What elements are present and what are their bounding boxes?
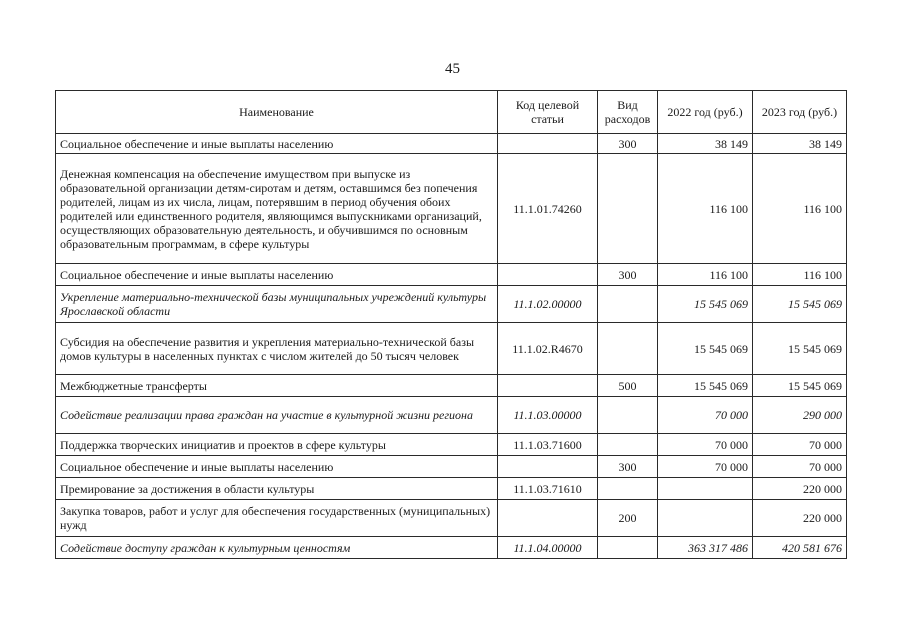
row-code: 11.1.03.71610: [498, 478, 598, 500]
row-2023: 70 000: [753, 456, 847, 478]
row-code: 11.1.03.00000: [498, 397, 598, 434]
row-type: 300: [598, 134, 658, 154]
header-code: Код целевой статьи: [498, 91, 598, 134]
table-row: [56, 264, 847, 286]
header-type: Вид расходов: [598, 91, 658, 134]
row-2023: 38 149: [753, 134, 847, 154]
table-header-row: [56, 91, 847, 134]
row-2023: 420 581 676: [753, 537, 847, 559]
row-code: [498, 134, 598, 154]
row-2022: 70 000: [658, 434, 753, 456]
table-row: [56, 478, 847, 500]
row-2022: 15 545 069: [658, 286, 753, 323]
row-code: 11.1.01.74260: [498, 154, 598, 264]
budget-table: [55, 90, 847, 559]
row-2023: 15 545 069: [753, 323, 847, 375]
table-row: [56, 286, 847, 323]
table-row: [56, 500, 847, 537]
table-row: [56, 397, 847, 434]
row-2022: 38 149: [658, 134, 753, 154]
row-code: 11.1.02.00000: [498, 286, 598, 323]
row-type: [598, 478, 658, 500]
row-name: Содействие доступу граждан к культурным ценностям: [56, 537, 498, 559]
row-name: Закупка товаров, работ и услуг для обеспечения государственных (муниципальных) нужд: [56, 500, 498, 537]
row-name: Межбюджетные трансферты: [56, 375, 498, 397]
row-code: [498, 375, 598, 397]
row-name: Денежная компенсация на обеспечение имуществом при выпуске из образовательной организации детям-сиротам и детям, оставшимся без попечения родителей, лицам из их числа, лицам, потерявшим в период обучения обоих родителей или единственного родителя, являющимся выпускниками организаций, осуществляющих образовательную деятельность, и обучившимся по основным образовательным программам, в сфере культуры: [56, 154, 498, 264]
row-type: [598, 537, 658, 559]
page-number: 45: [445, 61, 460, 77]
table-row: [56, 323, 847, 375]
row-code: [498, 264, 598, 286]
row-name: Социальное обеспечение и иные выплаты населению: [56, 456, 498, 478]
header-2022: 2022 год (руб.): [658, 91, 753, 134]
table-row: [56, 134, 847, 154]
row-name: Социальное обеспечение и иные выплаты населению: [56, 264, 498, 286]
row-2023: 15 545 069: [753, 286, 847, 323]
row-type: [598, 434, 658, 456]
row-2022: 15 545 069: [658, 323, 753, 375]
row-2022: 70 000: [658, 397, 753, 434]
header-name: Наименование: [56, 91, 498, 134]
table-row: [56, 375, 847, 397]
row-2023: 15 545 069: [753, 375, 847, 397]
row-name: Содействие реализации права граждан на участие в культурной жизни региона: [56, 397, 498, 434]
row-2022: 15 545 069: [658, 375, 753, 397]
table-row: [56, 456, 847, 478]
table-row: [56, 537, 847, 559]
row-type: [598, 286, 658, 323]
row-2022: 363 317 486: [658, 537, 753, 559]
row-2022: 70 000: [658, 456, 753, 478]
row-type: [598, 323, 658, 375]
row-2022: [658, 500, 753, 537]
row-2022: [658, 478, 753, 500]
row-2023: 220 000: [753, 478, 847, 500]
row-name: Поддержка творческих инициатив и проектов в сфере культуры: [56, 434, 498, 456]
table-row: [56, 434, 847, 456]
row-2022: 116 100: [658, 264, 753, 286]
row-name: Социальное обеспечение и иные выплаты населению: [56, 134, 498, 154]
row-name: Премирование за достижения в области культуры: [56, 478, 498, 500]
row-code: 11.1.02.R4670: [498, 323, 598, 375]
table-row: [56, 154, 847, 264]
row-2023: 116 100: [753, 264, 847, 286]
row-type: 500: [598, 375, 658, 397]
row-name: Укрепление материально-технической базы муниципальных учреждений культуры Ярославской области: [56, 286, 498, 323]
row-code: 11.1.03.71600: [498, 434, 598, 456]
row-type: 200: [598, 500, 658, 537]
row-2023: 220 000: [753, 500, 847, 537]
row-name: Субсидия на обеспечение развития и укрепления материально-технической базы домов культуры в населенных пунктах с числом жителей до 50 тысяч человек: [56, 323, 498, 375]
row-2022: 116 100: [658, 154, 753, 264]
row-type: [598, 397, 658, 434]
row-type: 300: [598, 456, 658, 478]
header-2023: 2023 год (руб.): [753, 91, 847, 134]
row-code: [498, 456, 598, 478]
row-2023: 290 000: [753, 397, 847, 434]
row-code: 11.1.04.00000: [498, 537, 598, 559]
row-2023: 70 000: [753, 434, 847, 456]
row-type: [598, 154, 658, 264]
row-2023: 116 100: [753, 154, 847, 264]
row-type: 300: [598, 264, 658, 286]
row-code: [498, 500, 598, 537]
